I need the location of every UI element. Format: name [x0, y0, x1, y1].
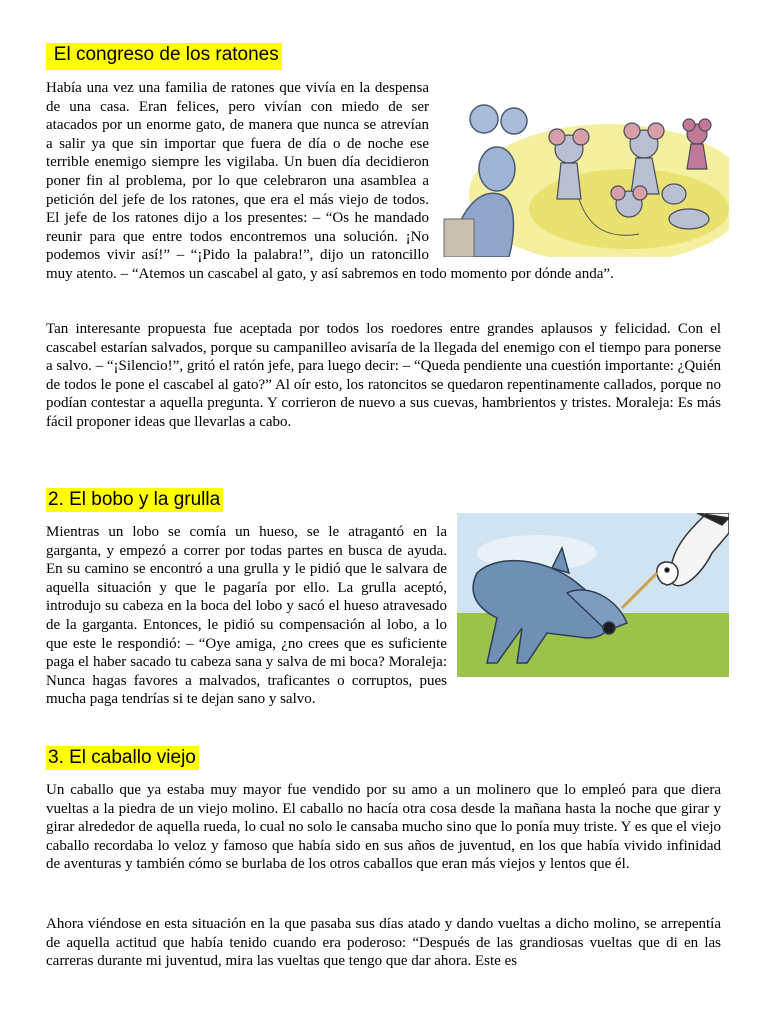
section-1-title-text: El congreso de los ratones — [53, 44, 279, 65]
section-1-paragraph-1 — [46, 79, 721, 284]
section-2-paragraph-1 — [46, 523, 721, 709]
section-3-paragraph-2: Ahora viéndose en esta situación en la que pasaba sus días atado y dando vueltas a dicho molino, se arrepentía de aquella actitud que había tenido cuando era poderoso: “Después de las grandiosas vueltas que di en las carreras durante mi juventud, mira las vueltas que tengo que dar ahora. Este es — [46, 916, 721, 970]
title-bullet: . — [48, 52, 51, 63]
section-3-paragraph-1: Un caballo que ya estaba muy mayor fue vendido por su amo a un molinero que lo empleó para que diera vueltas a la piedra de un viejo molino. El caballo no hacía otra cosa desde la mañana hasta la noche que girar y girar alrededor de aquella rueda, lo cual no solo le cansaba mucho sino que lo ponía muy triste. Y es que el viejo caballo recordaba lo veloz y famoso que había sido en sus años de juventud, en los que había vivido infinidad de aventuras y también cómo se burlaba de los otros caballos que eran más viejos y lentos que él. — [46, 782, 721, 873]
wolf-and-crane-illustration — [457, 513, 729, 677]
section-2-paragraph-1-text: Mientras un lobo se comía un hueso, se le atragantó en la garganta, y empezó a correr por todas partes en busca de ayuda. En su camino se encontró a una grulla y le pidió que le salvara de aquella situación y que le pagaría por ello. La grulla aceptó, introdujo su cabeza en la boca del lobo y sacó el hueso atravesado de la garganta. Entonces, le pidió su compensación al lobo, a lo que este le respondió: – “Oye amiga, ¿no crees que es suficiente paga el haber sacado tu cabeza sana y salva de mi boca? Moraleja: Nunca hagas favores a malvados, traficantes o corruptos, pues mucha paga tendrías si te dejan sano y salvo. — [46, 524, 447, 708]
section-1-paragraph-1-text: Había una vez una familia de ratones que vivía en la despensa de una casa. Eran felices, pero vivían con miedo de ser atacados por un enorme gato, de manera que nunca se atrevían a salir ya que sin importar que fuera de día o de noche ese terrible enemigo siempre les vigilaba. Un buen día decidieron poner fin al problema, por lo que celebraron una asamblea a petición del jefe de los ratones, que era el más viejo de todos. El jefe de los ratones dijo a los presentes: – “Os he mandado reunir para que entre todos encontremos una solución. ¡No podemos vivir así!” – “¡Pido la palabra!”, dijo un ratoncillo muy atento. – “Atemos un cascabel al gato, y así sabremos en todo momento por dónde anda”. — [46, 80, 614, 282]
section-3-title: 3. El caballo viejo — [46, 746, 199, 770]
section-1-title — [46, 43, 282, 70]
mice-assembly-illustration — [439, 99, 729, 257]
section-1-paragraph-2: Tan interesante propuesta fue aceptada por todos los roedores entre grandes aplausos y felicidad. Con el cascabel estarían salvados, porque su campanilleo avisaría de la llegada del enemigo con el tiempo para ponerse a salvo. – “¡Silencio!”, gritó el ratón jefe, para luego decir: – “Queda pendiente una cuestión importante: ¿Quién de todos le pone el cascabel al gato?” Al oír esto, los ratoncitos se quedaron repentinamente callados, porque no podían contestar a aquella pregunta. Y corrieron de nuevo a sus cuevas, hambrientos y tristes. Moraleja: Es más fácil proponer ideas que llevarlas a cabo. — [46, 321, 721, 430]
section-2-title: 2. El bobo y la grulla — [46, 488, 223, 512]
